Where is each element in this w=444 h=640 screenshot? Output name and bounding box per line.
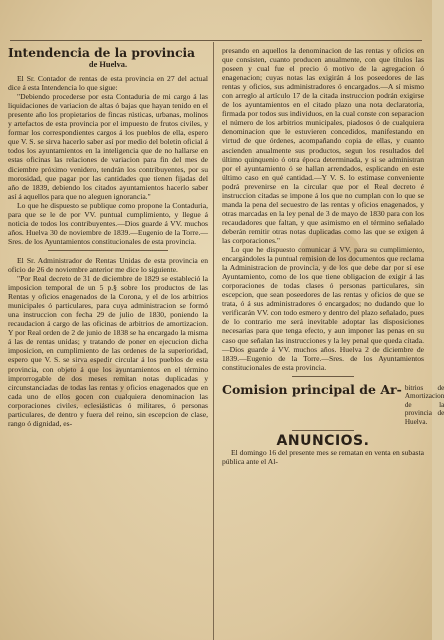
paragraph: Lo que he dispuesto comunicar á VV. para su cumplimiento, encargándoles la puntual remision de los documentos que reclama la Administracion de provincia, y de los que debe dar por sí ese Ayuntamiento, como de los que tiene obligacion de exigir á las corporaciones de todas clases ó personas particulares, sin escepcion, que sean poseedores de las rentas y oficios de que se trata, ó á sus administradores ó encargados; no dudando que lo verificarán VV. con todo esmero y dentro del plazo señalado, pues de lo contrario me será inevitable adoptar las disposiciones necesarias para que tenga efecto, y aun imponer las penas en su caso que señalan las instrucciones y la ley penal que queda citada.—Dios guarde á VV. muchos años. Huelva 2 de diciembre de 1839.—Eugenio de la Torre.—Sres. de los Ayuntamientos constitucionales de esta provincia.	[222, 245, 424, 372]
paragraph: El domingo 16 del presente mes se rematan en venta en subasta pública ante el Al-	[222, 448, 424, 467]
comision-heading	[222, 381, 444, 427]
section-heading: Intendencia de la provincia	[8, 46, 196, 60]
paragraph: El Sr. Administrador de Rentas Unidas de esta provincia en oficio de 26 de noviembre anterior me dice lo siguiente.	[8, 255, 208, 274]
section-subheading: de Huelva.	[88, 60, 128, 69]
paragraph: Lo que he dispuesto se publique como propone la Contaduria, para que se le de por VV. puntual cumplimiento, y llegue á noticia de todos los contribuyentes.—Dios guarde á VV. muchos años. Huelva 30 de noviembre de 1839.—Eugenio de la Torre.—Sres. de los Ayuntamientos constitucionales de esta provincia.	[8, 200, 208, 246]
paragraph: "Debiendo procederse por esta Contaduria de mi cargo á las liquidaciones de variacion de altas ó bajas que hayan tenido en el presente año los propietarios de fincas rústicas, urbanas, molinos y artefactos de esta provincia por el impuesto de frutos civiles, y formar los correspondientes cargos á los pueblos de ella, espero que V. S. se sirva hacerlo saber así por medio del boletin oficial á todos los ayuntamientos en la inteligencia que de no hallarse en estas oficinas las relaciones de variacion para fin del mes de diciembre próximo venidero, tendrán los contribuyentes, por su morosidad, que pagar por las cantidades que tienen fijadas del año de 1839, debiendo los citados ayuntamientos hacerlo saber así á aquellos para que no aleguen ignorancia."	[8, 92, 208, 201]
paragraph: presando en aquellos la denominacion de las rentas y oficios en que consisten, cuanto producen anualmente, con que títulos las poseen y cual fue el precio ó motivo de la agregacion ó enagenacion; cuyas notas las exigirán á los poseedores de las rentas y oficios, sus administradores ó encargados.—A sí mismo con arreglo al artículo 17 de la citada instruccion podrán exigirse de los ayuntamientos en el citado plazo una nota declaratoria, firmada por todos sus individuos, en la cual conste con separacion el número de los arbitrios municipales, piadosos ó de cualquiera denominacion que le estuvieren concedidos, manifestando en virtud de que órdenes, acompañando copia de ellas, y cuanto ascienden anualmente sus productos, segun los resultados del último quinquenio ó otra época determinada, y si se administran por el ayuntamiento ó se hallan arrendados, esplicando en este último caso en qué cantidad.—Y V. S. lo estimase conveniente podrá prevenirse en la circular que por el Real decreto é instruccion citadas se impone á los que no cumplan con lo que se manda la pena del secuestro de las rentas y oficios enagenados, y otras marcadas en la ley penal de 3 de mayo de 1830 para con los recaudadores que faltan, y que asimismo en el término señalado deberán remitir otras notas duplicadas como las que se exigen á las corporaciones."	[222, 46, 424, 245]
separator-rule	[48, 250, 168, 251]
paragraph: El Sr. Contador de rentas de esta provincia en 27 del actual dice á esta Intendencia lo que sigue:	[8, 74, 208, 93]
paragraph: "Por Real decreto de 31 de diciembre de 1829 se estableció la imposicion temporal de un 5 p.§ sobre los productos de las Rentas y oficios enagenados de la Corona, y el de los arbitrios municipales ó particulares, para cuya administracion se formó una instruccion con fecha 29 de julio de 1830, poniendo la recaudacion á cargo de las oficinas de arbitrios de amortizacion. Y por Real orden de 2 de junio de 1838 se ha encargado la misma á las de rentas unidas; y tratando de poner en ejecucion dicha imposicion, en cumplimiento de las ordenes de la superioridad, espero que V. S. se sirva espedir circular á los pueblos de esta provincia, con objeto á que los ayuntamientos en el término improrrogable de dos meses remitan notas duplicadas y circunstanciadas de todas las rentas y oficios enagenados que en cada uno de ellos gocen con cualquiera denominacion las corporaciones civiles, eclesiásticas ó militares, ó personas particulares, de dentro y fuera del reino, sin escepcion de clase, rango ó dignidad, es-	[8, 274, 208, 428]
anuncios-heading: ANUNCIOS.	[276, 433, 370, 450]
left-column	[8, 46, 208, 640]
column-divider	[213, 42, 214, 640]
comision-subtitle: bitrios de Amortizacion de la provincia de Huelva.	[404, 383, 444, 426]
separator-rule	[292, 430, 354, 431]
comision-title: Comision principal de Ar-	[222, 381, 402, 397]
right-column	[222, 46, 444, 640]
separator-rule	[292, 376, 354, 377]
top-rule	[10, 40, 422, 41]
